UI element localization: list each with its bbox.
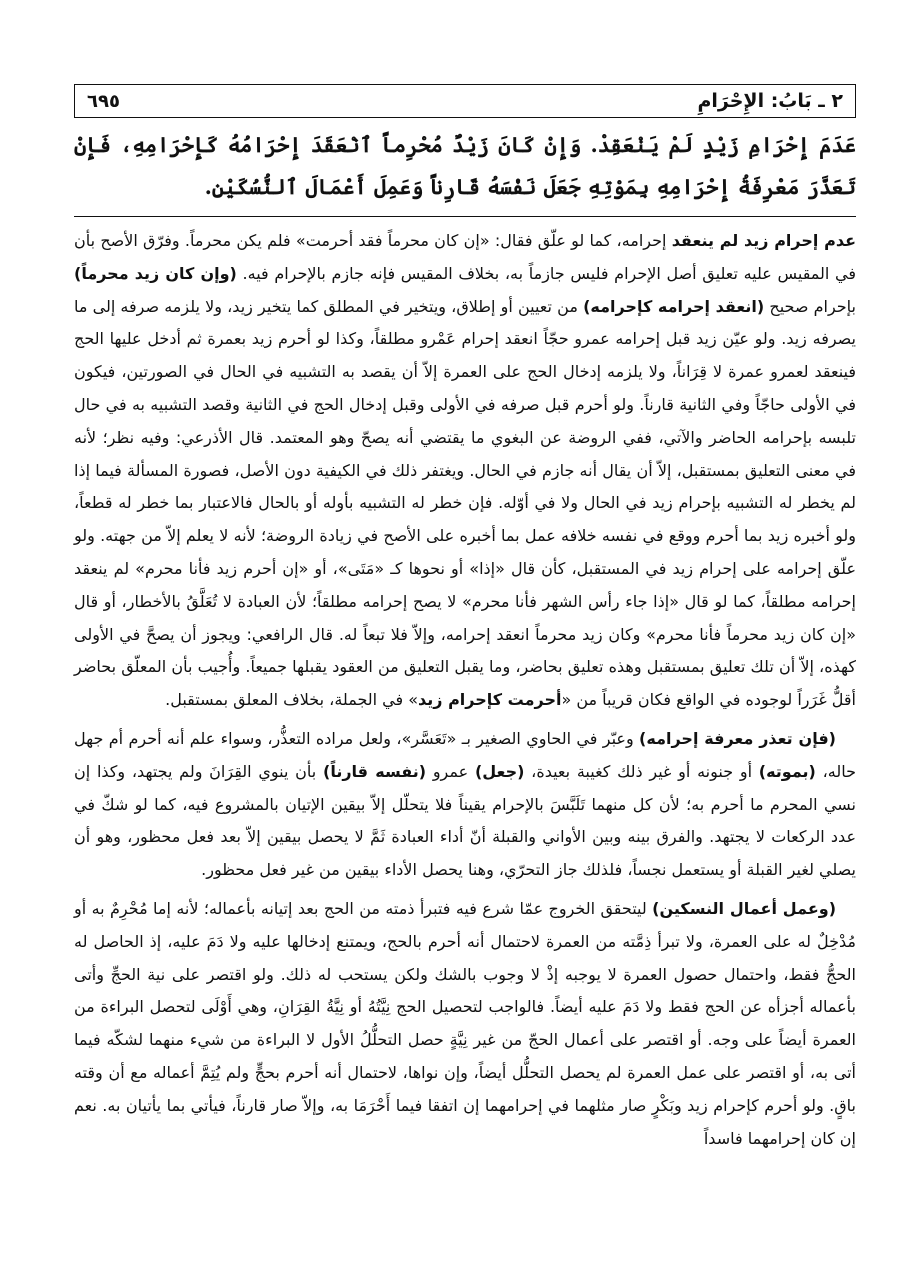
commentary-text: أو جنونه أو غير ذلك كغيبة بعيدة،	[524, 761, 759, 781]
quoted-phrase: (فإن تعذر معرفة إحرامه)	[639, 728, 836, 748]
quoted-phrase: (وعمل أعمال النسكين)	[652, 898, 837, 918]
commentary	[74, 225, 856, 1155]
page-header	[74, 84, 856, 118]
quoted-phrase: (نفسه قارناً)	[323, 761, 427, 781]
commentary-text: بإحرام صحيح	[764, 296, 857, 316]
commentary-text: بأن ينوي القِرَانَ ولم يجتهد، وكذا إن نسي المحرم ما أحرم به؛ لأن كل منهما تَلَبَّسَ بالإحرام يقيناً فلا يتحلّل إلاّ بيقين الإتيان بالمشروع فيه، كما لو شكّ في عدد الركعات لا يجتهد. والفرق بينه وبين الأواني والقبلة أنّ أداء العبادة ثَمَّ لا يحصل بيقين إلاّ بعد فعل محظور، وهو أن يصلي لغير القبلة أو يستعمل نجساً، فلذلك جاز التحرّي، وهنا يحصل الأداء بيقين من غير فعل محظور.	[74, 761, 856, 880]
book-page	[74, 84, 856, 1155]
quoted-phrase: (جعل)	[474, 761, 525, 781]
chapter-title: ٢ ـ بَابُ: الإِحْرَامِ	[697, 90, 843, 112]
text-separator	[74, 216, 856, 217]
quoted-phrase: (وإن كان زيد محرماً)	[74, 263, 237, 283]
page-number: ٦٩٥	[87, 90, 120, 112]
commentary-paragraph	[74, 225, 856, 717]
quoted-phrase: (بموته)	[758, 761, 816, 781]
commentary-text: » في الجملة، بخلاف المعلق بمستقبل.	[165, 690, 419, 710]
commentary-text: ليتحقق الخروج عمّا شرع فيه فتبرأ ذمته من الحج بعد إتيانه بأعماله؛ لأنه إما مُحْرِمٌ به أو مُدْخِلٌ له على العمرة، ولا تبرأ ذِمَّته من العمرة لاحتمال أنه أحرم بالحج، ويمتنع إدخالها عليه ولا دَمَ عليه، إذ الحاصل له الحجُّ فقط، واحتمال حصول العمرة لا يوجبه إذْ لا وجوب بالشك ولكن يستحب له ذلك. ولو اقتصر على نية الحجِّ وأتى بأعماله أجزأه عن الحج فقط ولا دَمَ عليه أيضاً. فالواجب لتحصيل الحج نِيَّتُهُ أو نِيَّةُ القِرَانِ، وهي أَوْلَى لتحصل البراءة من العمرة أيضاً على وجه. أو اقتصر على أعمال الحجّ من غير نِيَّةٍ حصل التحلُّلُ الأول لا البراءة من شيء منهما لشكّه فيما أتى به، أو اقتصر على عمل العمرة لم يحصل التحلُّل أيضاً، وإن نواها، لاحتمال أنه أحرم بحجٍّ ولم يُتِمَّ أعماله مع أن وقته باقٍ. ولو أحرم كإحرام زيد وبَكْرٍ صار مثلهما في إحرامهما إن اتفقا فيما أَحْرَمَا به، وإلاّ صار قارناً، فيأتي بما يأتيان به. نعم إن كان إحرامهما فاسداً	[74, 898, 856, 1148]
commentary-paragraph	[74, 893, 856, 1155]
quoted-phrase: عدم إحرام زيد لم ينعقد	[671, 231, 856, 250]
commentary-paragraph	[74, 723, 856, 887]
commentary-text: وعبّر في الحاوي الصغير بـ «تَعَسَّر»، ولعل مراده التعذُّر، وسواء علم أنه أحرم أم جهل حاله،	[74, 728, 857, 781]
commentary-text: عمرو	[426, 761, 475, 781]
main-text: عَدَمَ إِحْرَامِ زَيْدٍ لَمْ يَنْعَقِدْ. وَإِنْ كَانَ زَيْدٌ مُحْرِماً ٱنْعَقَدَ إِحْرَامُهُ كَإِحْرَامِهِ، فَإِنْ تَعَذَّرَ مَعْرِفَةُ إِحْرَامِهِ بِمَوْتِهِ جَعَلَ نَفْسَهُ قَارِناً وَعَمِلَ أَعْمَالَ ٱلنُّسُكَيْنِ.	[74, 132, 856, 199]
quoted-phrase: أحرمت كإحرام زيد	[418, 690, 562, 710]
quoted-phrase: (انعقد إحرامه كإحرامه)	[583, 296, 765, 316]
commentary-text: إحرامه، كما لو علّق فقال: «إن كان محرماً فقد أحرمت» فلم يكن محرماً. وفرّق الأصح بأن في المقيس عليه تعليق أصل الإحرام فليس جازماً به، بخلاف المقيس فإنه جازم بالإحرام فيه.	[74, 231, 856, 283]
commentary-text: من تعيين أو إطلاق، ويتخير في المطلق كما يتخير زيد، ولا يلزمه صرفه إلى ما يصرفه زيد. ولو عيّن زيد قبل إحرامه عمرو حجّاً انعقد إحرام عَمْرو مطلقاً، وكذا لو أحرم زيد بعمرة ثم أدخل عليها الحج فينعقد لعمرو عمرة لا قِرَاناً، ولا يلزمه إدخال الحج على العمرة إلاّ أن يقصد به التشبيه في الحال في الصورتين، فيكون في الأولى حاجّاً وفي الثانية قارناً. ولو أحرم قبل صرفه في الأولى وقبل إدخال الحج في الثانية وقصد التشبيه به في حال تلبسه بإحرامه الحاضر والآتي، ففي الروضة عن البغوي ما يقتضي أنه يصحّ وهو المعتمد. قال الأذرعي: وفيه نظر؛ لأنه في معنى التعليق بمستقبل، إلاّ أن يقال أنه جازم في الحال. ويغتفر ذلك في الكيفية دون الأصل، فصورة المسألة فيما إذا لم يخطر له التشبيه بإحرام زيد في الحال ولا في أوّله. فإن خطر له التشبيه بأوله أو بالحال فالاعتبار بما خطر له قطعاً، ولو أخبره زيد بما أحرم ووقع في نفسه خلافه عمل بما أخبره على الأصح في زيادة الروضة؛ لأنه لا يعلم إلاّ من جهته. ولو علّق إحرامه على إحرام زيد في المستقبل، كأن قال «إذا» أو نحوها كـ «مَتَى»، أو «إن أحرم زيد فأنا محرم» لم ينعقد إحرامه مطلقاً، كما لو قال «إذا جاء رأس الشهر فأنا محرم» لا يصح إحرامه مطلقاً؛ لأن العبادة لا تُعَلَّقُ بالأخطار، أو قال «إن كان زيد محرماً فأنا محرم» وكان زيد محرماً انعقد إحرامه، وإلاّ فلا تبعاً له. قال الرافعي: ويجوز أن يصحَّ في الأولى كهذه، إلاّ أن تلك تعليق بمستقبل وهذه تعليق بحاضر، وما يقبل التعليق من العقود يقبلها جميعاً. وأُجيب بأن المعلّق بحاضر أقلُّ غَرَراً لوجوده في الواقع فكان قريباً من «	[74, 296, 856, 710]
